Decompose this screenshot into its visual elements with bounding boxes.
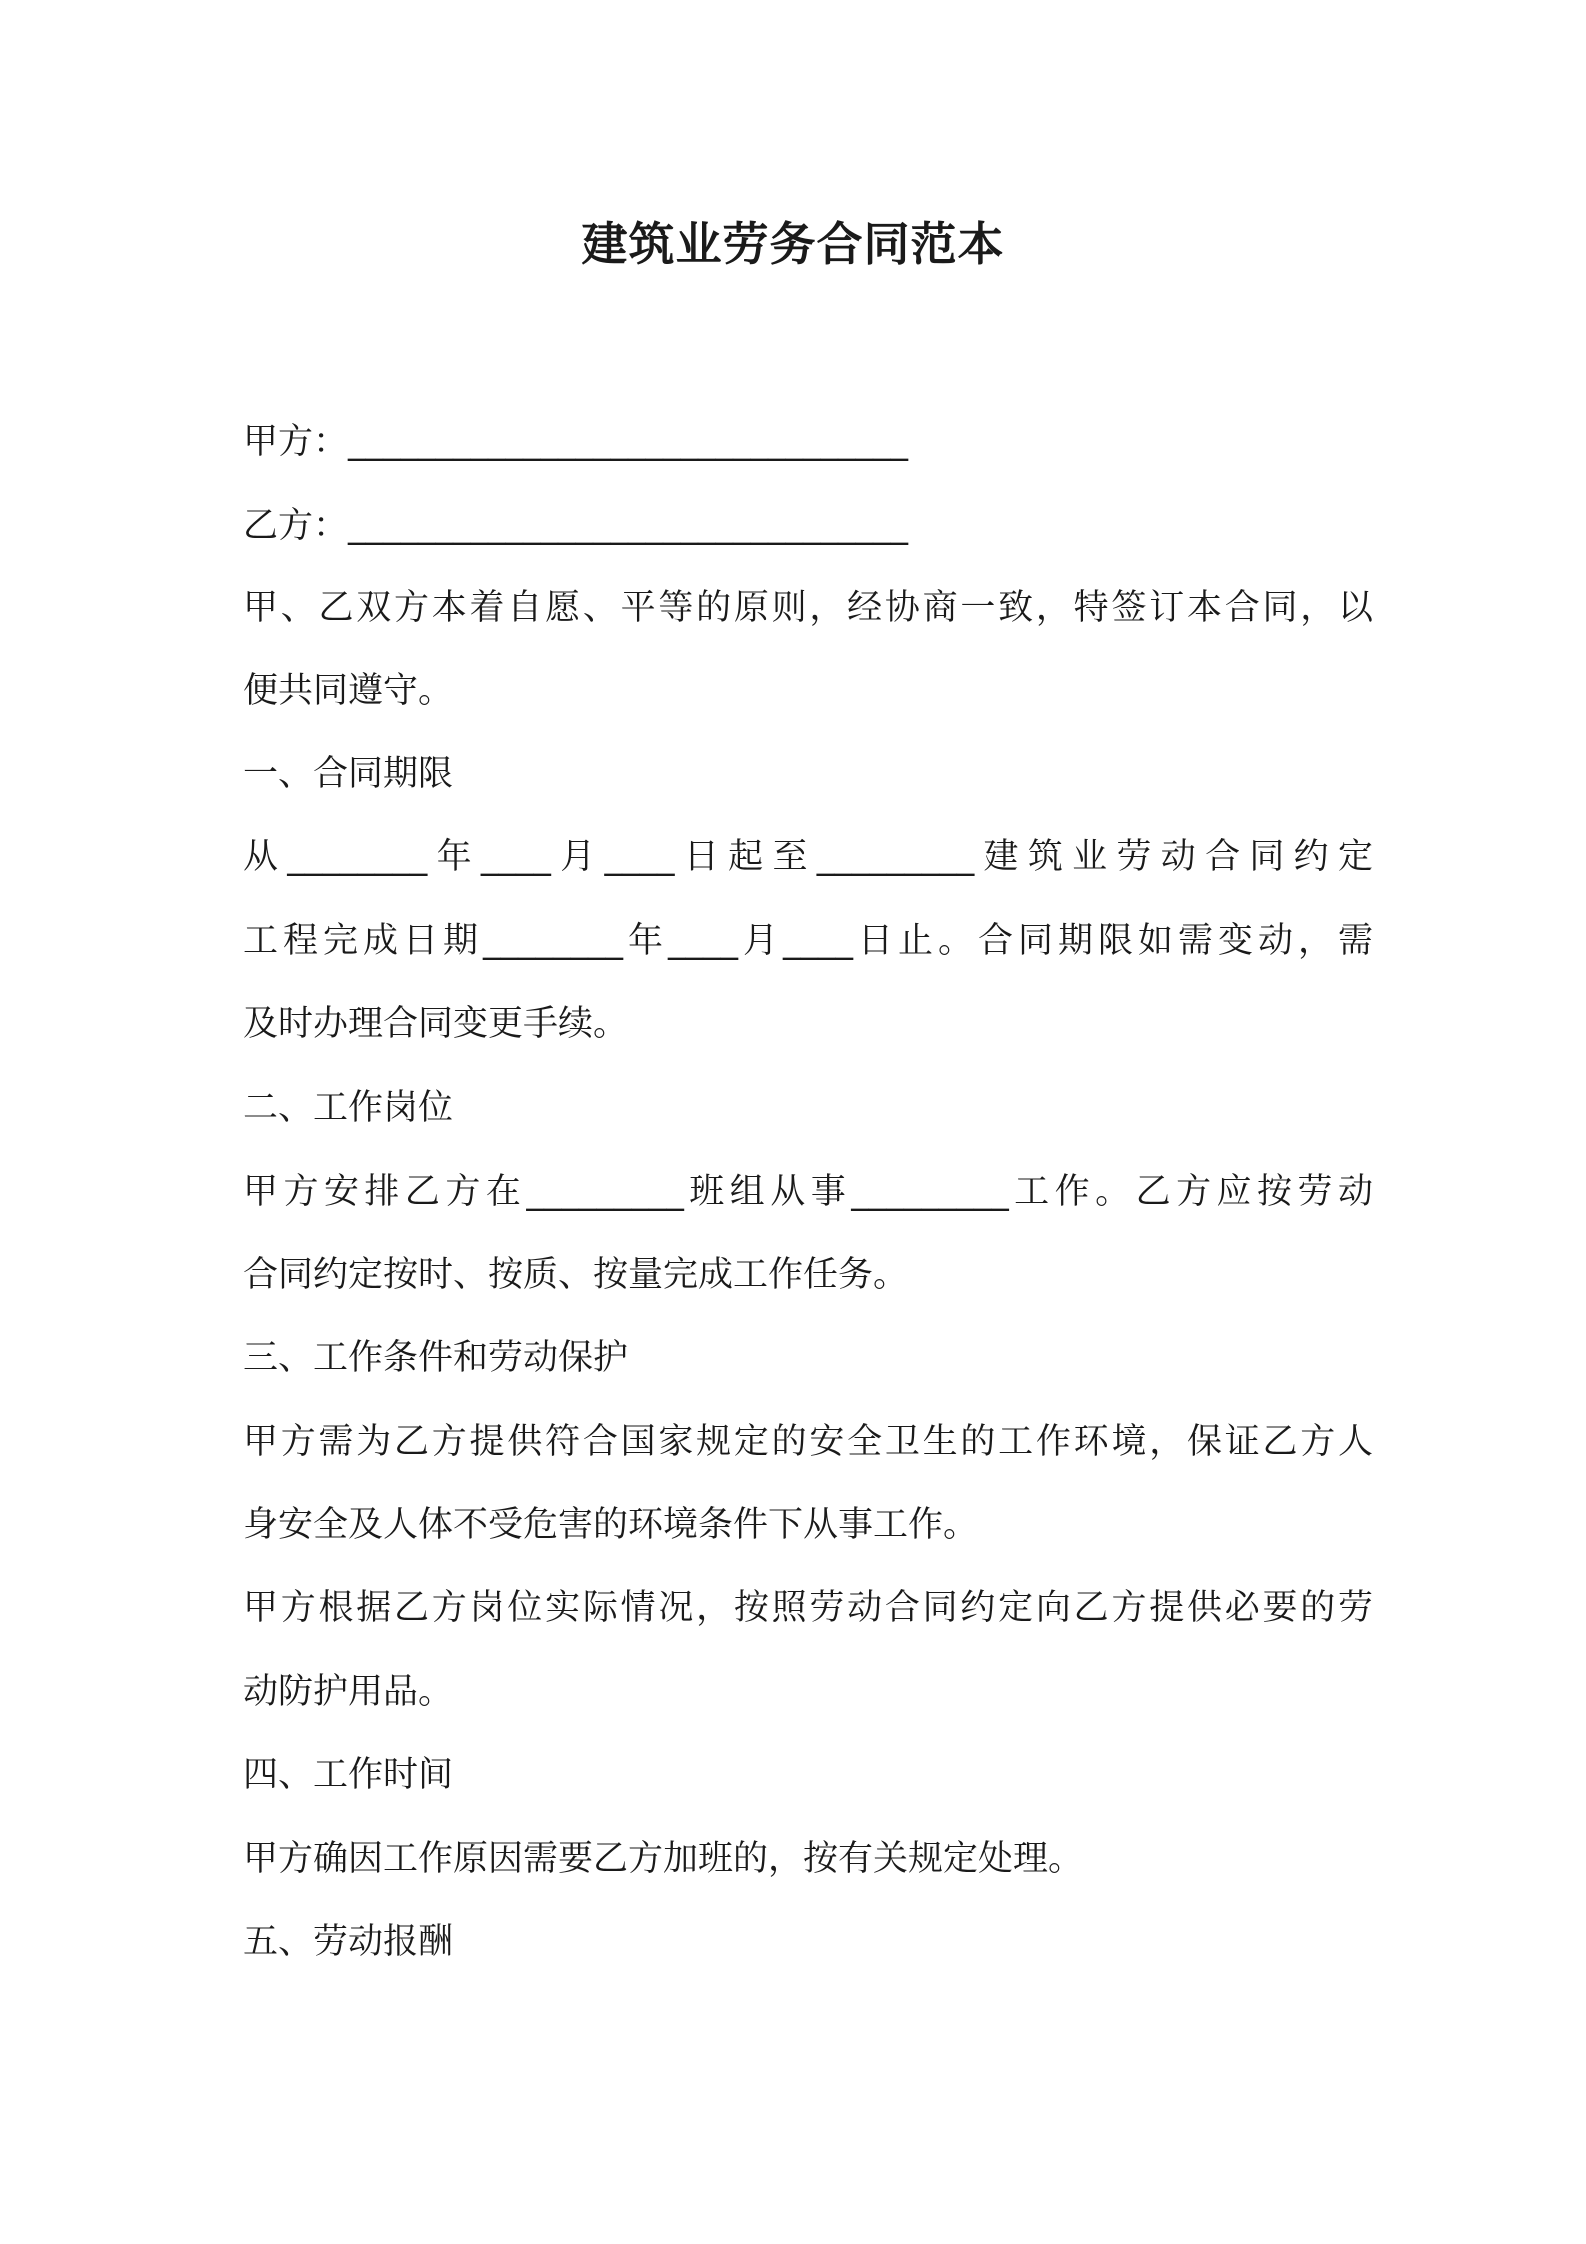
- section-heading-position: 二、工作岗位: [243, 1088, 454, 1128]
- section-heading-term: 一、合同期限: [243, 754, 454, 794]
- term-paragraph-line-1: 从________年____月____日起至_________建筑业劳动合同约定: [243, 837, 1373, 877]
- conditions-paragraph-2-line-1: 甲方根据乙方岗位实际情况，按照劳动合同约定向乙方提供必要的劳: [243, 1588, 1373, 1628]
- position-paragraph-line-2: 合同约定按时、按质、按量完成工作任务。: [243, 1255, 909, 1295]
- position-paragraph-line-1: 甲方安排乙方在_________班组从事_________工作。乙方应按劳动: [243, 1172, 1373, 1212]
- term-paragraph-line-2: 工程完成日期________年____月____日止。合同期限如需变动，需: [243, 921, 1373, 961]
- section-heading-remuneration: 五、劳动报酬: [243, 1922, 454, 1962]
- hours-paragraph-line-1: 甲方确因工作原因需要乙方加班的，按有关规定处理。: [243, 1839, 1084, 1879]
- party-b-line: 乙方：________________________________: [243, 506, 909, 546]
- term-paragraph-line-3: 及时办理合同变更手续。: [243, 1004, 629, 1044]
- section-heading-conditions: 三、工作条件和劳动保护: [243, 1338, 629, 1378]
- intro-paragraph-line-1: 甲、乙双方本着自愿、平等的原则，经协商一致，特签订本合同，以: [243, 588, 1373, 628]
- party-a-line: 甲方：________________________________: [243, 422, 909, 462]
- conditions-paragraph-1-line-2: 身安全及人体不受危害的环境条件下从事工作。: [243, 1505, 979, 1545]
- conditions-paragraph-1-line-1: 甲方需为乙方提供符合国家规定的安全卫生的工作环境，保证乙方人: [243, 1422, 1373, 1462]
- intro-paragraph-line-2: 便共同遵守。: [243, 671, 454, 711]
- document-title: 建筑业劳务合同范本: [581, 217, 1005, 271]
- section-heading-hours: 四、工作时间: [243, 1755, 454, 1795]
- conditions-paragraph-2-line-2: 动防护用品。: [243, 1672, 454, 1712]
